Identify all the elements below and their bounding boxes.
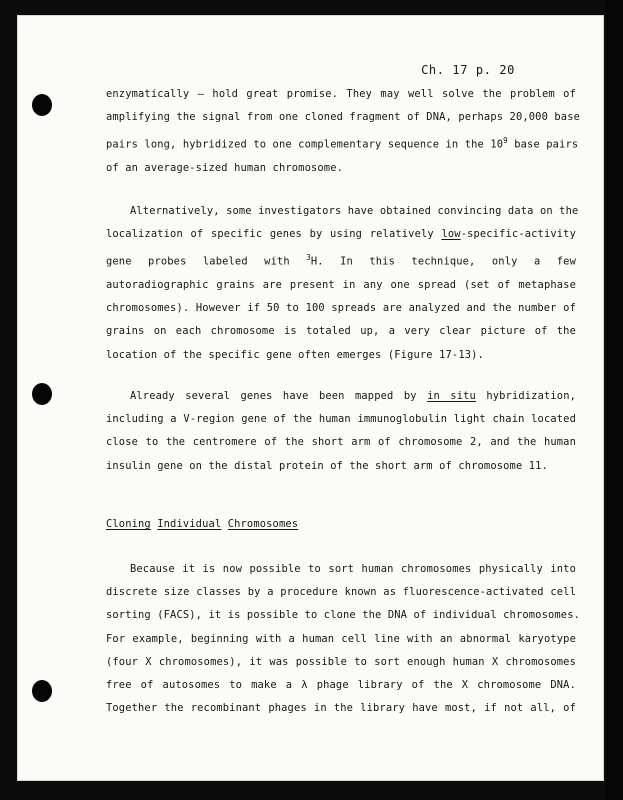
text-line — [106, 223, 576, 246]
text-line — [106, 246, 576, 274]
text-line: Because it is now possible to sort human chromosomes physically into — [130, 563, 576, 575]
document-page — [18, 16, 603, 780]
text-line: amplifying the signal from one cloned fragment of DNA, perhaps 20,000 base — [106, 111, 581, 124]
text-line: location of the specific gene often emerges (Figure 17-13). — [106, 348, 484, 361]
paragraph-localization — [106, 200, 579, 367]
heading-word: Cloning — [106, 518, 151, 530]
underlined-word: situ — [450, 390, 476, 402]
text-line — [130, 385, 576, 408]
paragraph-in-situ — [106, 385, 576, 478]
section-heading — [106, 513, 576, 536]
text-fragment: -specific-activity — [460, 228, 576, 241]
underlined-word: in — [427, 390, 440, 402]
text-line: discrete size classes by a procedure known as fluorescence-activated cell — [106, 586, 576, 599]
heading-line — [106, 513, 576, 536]
text-fragment: base pairs — [507, 138, 579, 151]
text-line: (four X chromosomes), it was possible to sort enough human X chromosomes — [106, 655, 576, 668]
superscript-isotope: 3 — [306, 253, 311, 263]
text-line: sorting (FACS), it is possible to clone the DNA of individual chromosomes. — [106, 609, 581, 622]
text-line: including a V-region gene of the human immunoglobulin light chain located — [106, 413, 576, 426]
binder-hole — [32, 680, 52, 702]
text-fragment: hybridization, — [475, 390, 577, 402]
text-fragment: H. In this technique, only a few — [310, 255, 576, 268]
text-line: Alternatively, some investigators have obtained convincing data on the — [130, 205, 579, 217]
text-line: free of autosomes to make a λ phage library of the X chromosome DNA. — [106, 679, 576, 692]
text-line: close to the centromere of the short arm of chromosome 2, and the human — [106, 436, 576, 449]
underlined-space — [440, 390, 450, 402]
paragraph-cloning — [106, 558, 581, 720]
page-reference: Ch. 17 p. 20 — [421, 63, 515, 77]
text-line — [106, 129, 579, 157]
text-line: insulin gene on the distal protein of the short arm of chromosome 11. — [106, 459, 548, 472]
heading-word: Chromosomes — [227, 518, 299, 530]
scan-edge — [606, 0, 623, 800]
text-fragment: pairs long, hybridized to one complementary sequence in the 10 — [106, 138, 504, 151]
superscript-exponent: 9 — [503, 136, 508, 146]
text-line: enzymatically – hold great promise. They may well solve the problem of — [106, 88, 576, 100]
text-fragment: Already several genes have been mapped by — [130, 390, 428, 402]
binder-hole — [32, 94, 52, 116]
text-line: Together the recombinant phages in the library have most, if not all, of — [106, 702, 576, 715]
paragraph-amplification — [106, 83, 581, 180]
text-fragment: gene probes labeled with — [106, 255, 307, 268]
text-fragment: localization of specific genes by using relatively — [106, 228, 442, 241]
text-line: autoradiographic grains are present in any one spread (set of metaphase — [106, 279, 576, 292]
text-line: grains on each chromosome is totaled up, a very clear picture of the — [106, 325, 576, 338]
text-line: chromosomes). However if 50 to 100 spreads are analyzed and the number of — [106, 302, 576, 315]
text-line: of an average-sized human chromosome. — [106, 162, 344, 175]
underlined-word: low — [441, 228, 461, 241]
binder-hole — [32, 383, 52, 405]
heading-word: Individual — [157, 518, 222, 530]
text-line: For example, beginning with a human cell line with an abnormal karyotype — [106, 632, 576, 645]
